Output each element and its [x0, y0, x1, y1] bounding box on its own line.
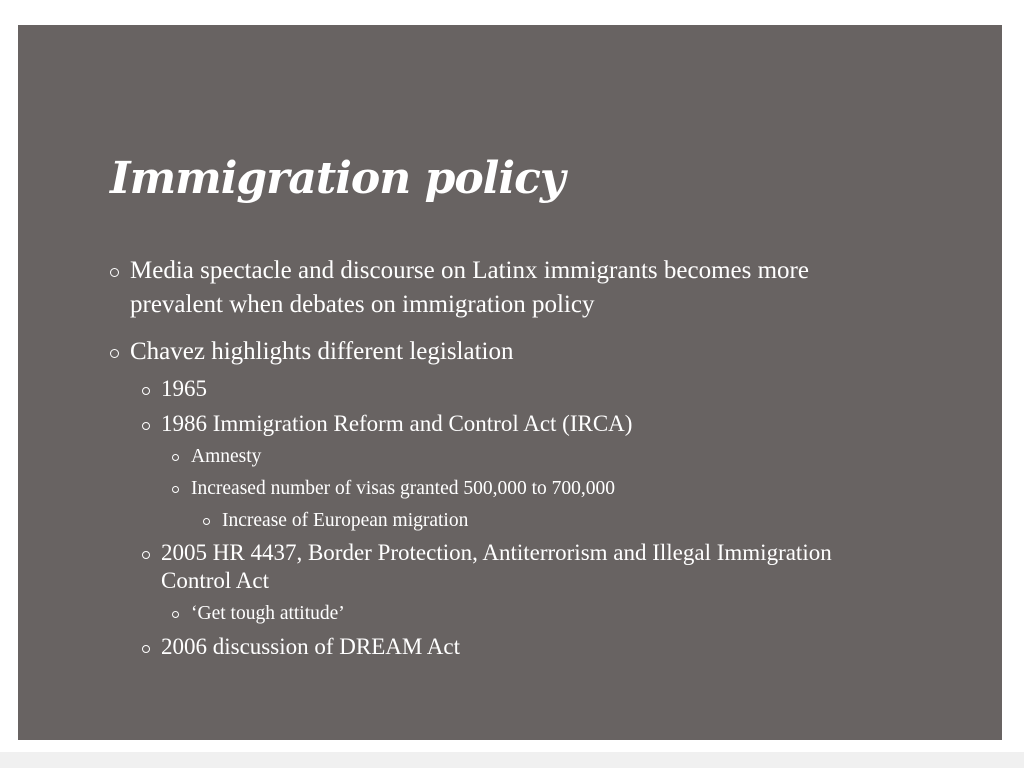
bullet-circle-icon [172, 454, 179, 461]
bullet-circle-icon [110, 349, 119, 358]
sub-sub-bullet-item [191, 601, 345, 627]
bullet-text: Increased number of visas granted 500,000 to 700,000 [191, 478, 616, 499]
slide [18, 25, 1002, 740]
page-bottom-band [0, 752, 1024, 768]
bullet-text: ‘Get tough attitude’ [191, 603, 345, 624]
bullet-circle-icon [142, 387, 150, 395]
sub-sub-bullet-item [191, 476, 615, 502]
bullet-text: 2005 HR 4437, Border Protection, Antiterrorism and Illegal Immigration [161, 540, 832, 565]
slide-title: Immigration policy [110, 153, 565, 204]
sub-sub-sub-bullet-item [222, 508, 468, 534]
bullet-item [130, 335, 513, 369]
sub-bullet-item [161, 539, 832, 567]
sub-bullet-item [161, 410, 632, 438]
bullet-item [130, 254, 809, 288]
bullet-continuation [130, 288, 594, 322]
bullet-circle-icon [142, 422, 150, 430]
bullet-text: prevalent when debates on immigration policy [130, 291, 595, 318]
sub-sub-bullet-item [191, 444, 261, 470]
bullet-circle-icon [110, 268, 119, 277]
bullet-text: Increase of European migration [222, 510, 469, 531]
bullet-text: Media spectacle and discourse on Latinx immigrants becomes more [130, 257, 809, 284]
bullet-list [18, 25, 1002, 740]
bullet-circle-icon [172, 611, 179, 618]
bullet-text: Chavez highlights different legislation [130, 338, 514, 365]
bullet-circle-icon [172, 486, 179, 493]
sub-bullet-item [161, 633, 460, 661]
bullet-circle-icon [142, 551, 150, 559]
bullet-circle-icon [203, 518, 210, 525]
bullet-text: Control Act [161, 568, 269, 593]
bullet-circle-icon [142, 645, 150, 653]
bullet-continuation [161, 567, 269, 595]
bullet-text: 1986 Immigration Reform and Control Act (IRCA) [161, 411, 633, 436]
sub-bullet-item [161, 375, 207, 403]
bullet-text: 1965 [161, 376, 207, 401]
bullet-text: 2006 discussion of DREAM Act [161, 634, 460, 659]
bullet-text: Amnesty [191, 446, 262, 467]
